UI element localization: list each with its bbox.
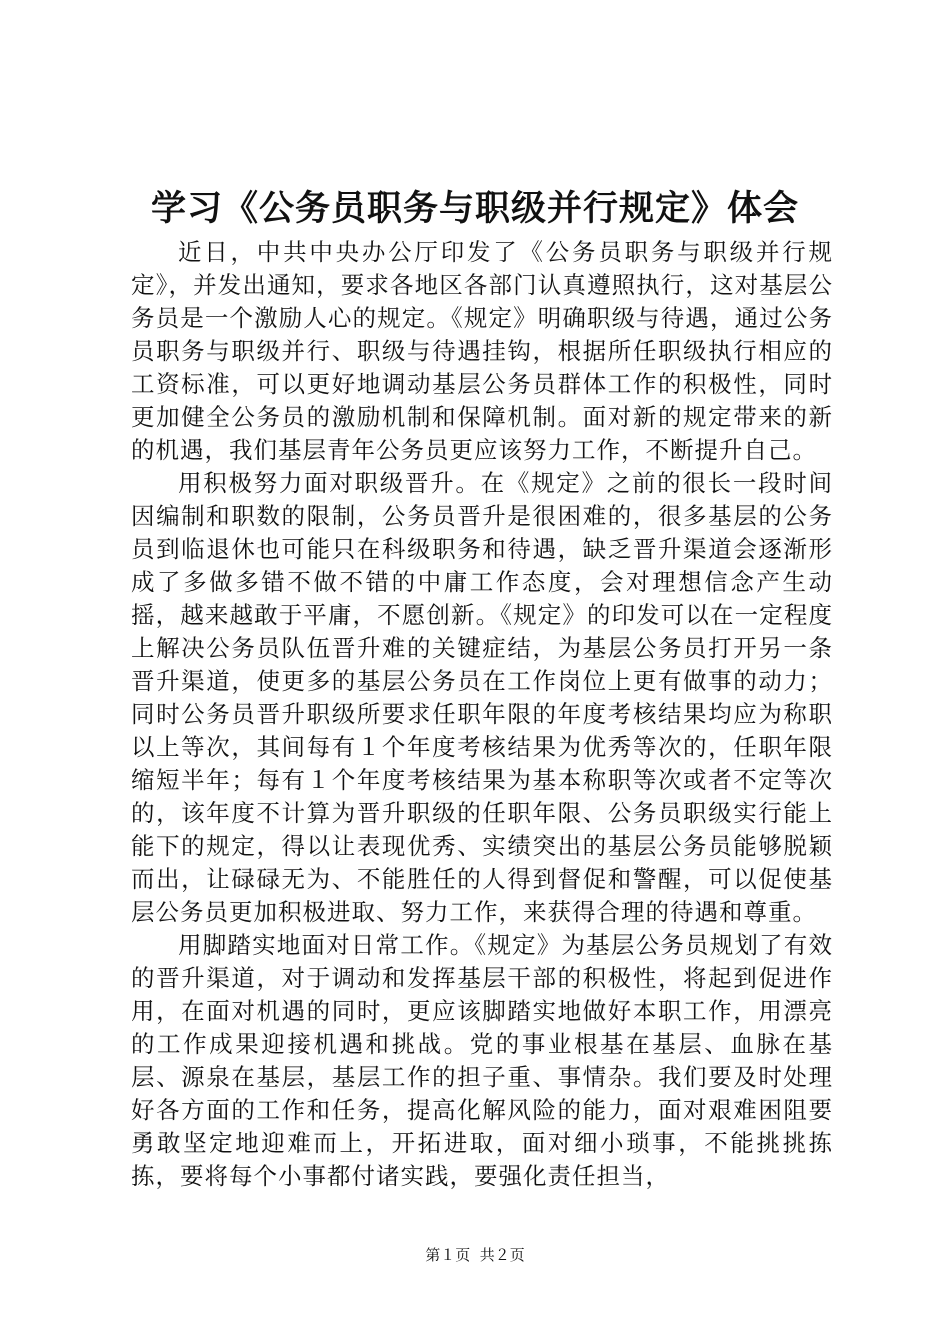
page-footer [0, 1245, 950, 1265]
document-title: 学习《公务员职务与职级并行规定》体会 [150, 188, 799, 229]
paragraph-1: 近日，中共中央办公厅印发了《公务员职务与职级并行规定》，并发出通知，要求各地区各部门认真遵照执行，这对基层公务员是一个激励人心的规定。《规定》明确职级与待遇，通过公务员职务与职级并行、职级与待遇挂钩，根据所任职级执行相应的工资标准，可以更好地调动基层公务员群体工作的积极性，同时更加健全公务员的激励机制和保障机制。面对新的规定带来的新的机遇，我们基层青年公务员更应该努力工作，不断提升自己。 [131, 238, 833, 464]
page-number: 第１页 [425, 1246, 471, 1264]
paragraph-2: 用积极努力面对职级晋升。在《规定》之前的很长一段时间因编制和职数的限制，公务员晋升是很困难的，很多基层的公务员到临退休也可能只在科级职务和待遇，缺乏晋升渠道会逐渐形成了多做多错不做不错的中庸工作态度，会对理想信念产生动摇，越来越敢于平庸，不愿创新。《规定》的印发可以在一定程度上解决公务员队伍晋升难的关键症结，为基层公务员打开另一条晋升渠道，使更多的基层公务员在工作岗位上更有做事的动力；同时公务员晋升职级所要求任职年限的年度考核结果均应为称职以上等次，其间每有１个年度考核结果为优秀等次的，任职年限缩短半年；每有１个年度考核结果为基本称职等次或者不定等次的，该年度不计算为晋升职级的任职年限、公务员职级实行能上能下的规定，得以让表现优秀、实绩突出的基层公务员能够脱颖而出，让碌碌无为、不能胜任的人得到督促和警醒，可以促使基层公务员更加积极进取、努力工作，来获得合理的待遇和尊重。 [131, 469, 833, 926]
document-body [131, 236, 833, 1193]
page-total: 共２页 [479, 1246, 525, 1264]
paragraph-3: 用脚踏实地面对日常工作。《规定》为基层公务员规划了有效的晋升渠道，对于调动和发挥基层干部的积极性，将起到促进作用，在面对机遇的同时，更应该脚踏实地做好本职工作，用漂亮的工作成果迎接机遇和挑战。党的事业根基在基层、血脉在基层、源泉在基层，基层工作的担子重、事情杂。我们要及时处理好各方面的工作和任务，提高化解风险的能力，面对艰难困阻要勇敢坚定地迎难而上，开拓进取，面对细小琐事，不能挑挑拣拣，要将每个小事都付诸实践，要强化责任担当， [131, 931, 833, 1190]
